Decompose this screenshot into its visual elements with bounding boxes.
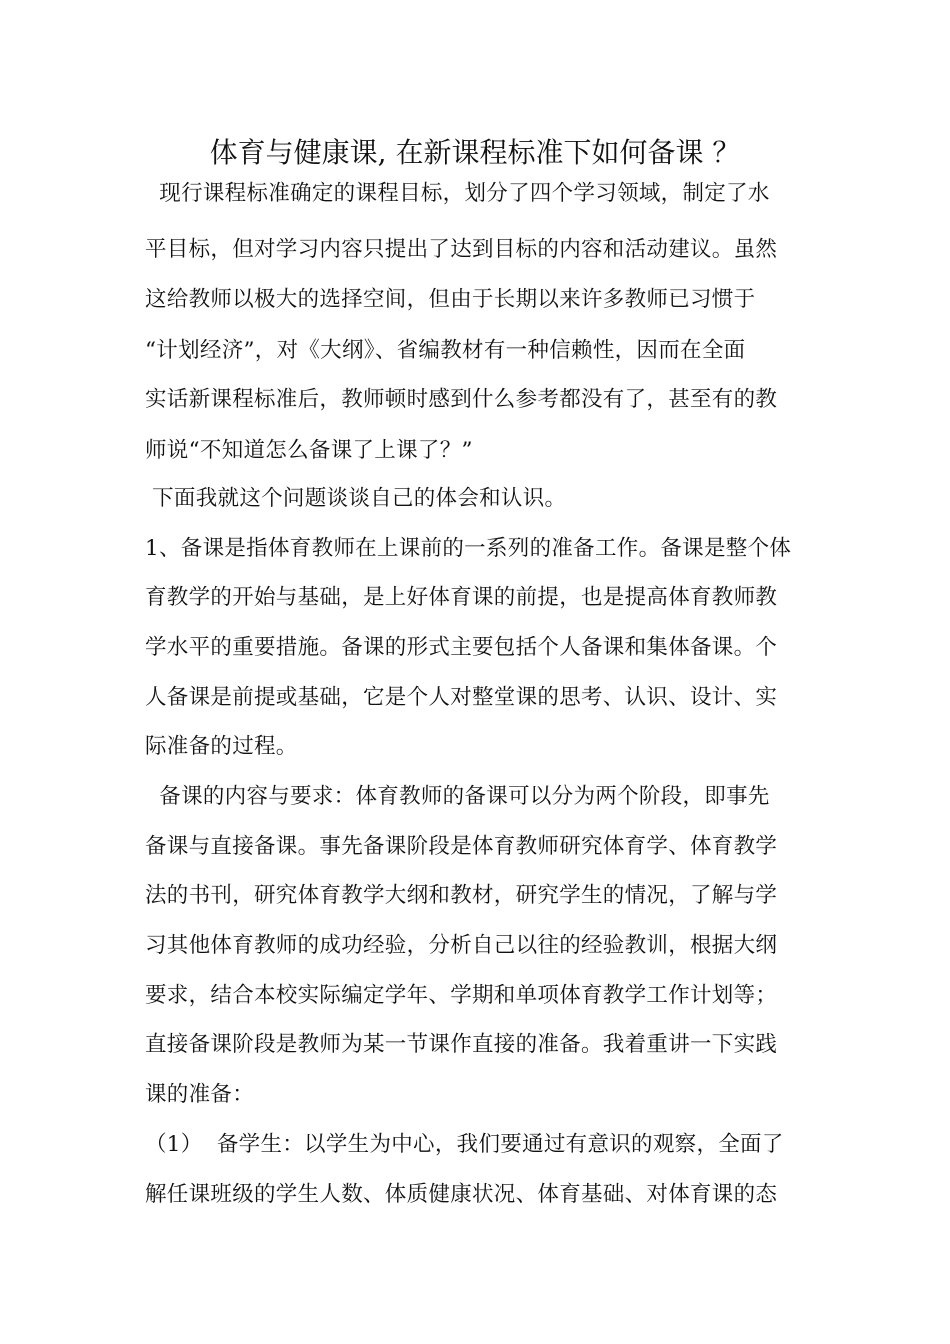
paragraph-line: 要求，结合本校实际编定学年、学期和单项体育教学工作计划等；: [145, 983, 778, 1008]
paragraph-line: 平目标，但对学习内容只提出了达到目标的内容和活动建议。虽然: [145, 237, 778, 262]
paragraph-line: 直接备课阶段是教师为某一节课作直接的准备。我着重讲一下实践: [145, 1032, 778, 1057]
paragraph-line: 人备课是前提或基础，它是个人对整堂课的思考、认识、设计、实: [145, 685, 778, 710]
paragraph-line: 师说“不知道怎么备课了上课了？”: [145, 438, 473, 463]
paragraph-line: 实话新课程标准后，教师顿时感到什么参考都没有了，甚至有的教: [145, 387, 778, 412]
paragraph-line: 现行课程标准确定的课程目标，划分了四个学习领域，制定了水: [145, 181, 770, 206]
paragraph-line: 备课的内容与要求：体育教师的备课可以分为两个阶段，即事先: [145, 784, 770, 809]
paragraph-line: 下面我就这个问题谈谈自己的体会和认识。: [145, 486, 567, 511]
paragraph-line: 习其他体育教师的成功经验，分析自己以往的经验教训，根据大纲: [145, 933, 778, 958]
paragraph-line: 育教学的开始与基础，是上好体育课的前提，也是提高体育教师教: [145, 585, 778, 610]
paragraph-line: 际准备的过程。: [145, 734, 298, 759]
paragraph-line: 法的书刊，研究体育教学大纲和教材，研究学生的情况，了解与学: [145, 883, 778, 908]
paragraph-line: 学水平的重要措施。备课的形式主要包括个人备课和集体备课。个: [145, 635, 778, 660]
paragraph-line: 1、备课是指体育教师在上课前的一系列的准备工作。备课是整个体: [145, 536, 792, 561]
paragraph-line: 这给教师以极大的选择空间，但由于长期以来许多教师已习惯于: [145, 287, 756, 312]
paragraph-line: （1） 备学生：以学生为中心，我们要通过有意识的观察，全面了: [145, 1132, 784, 1157]
paragraph-line: 备课与直接备课。事先备课阶段是体育教师研究体育学、体育教学: [145, 834, 778, 859]
paragraph-line: 课的准备：: [145, 1082, 255, 1107]
paragraph-line: 解任课班级的学生人数、体质健康状况、体育基础、对体育课的态: [145, 1182, 778, 1207]
document-title: 体育与健康课, 在新课程标准下如何备课 ？: [209, 136, 741, 169]
paragraph-line: “计划经济”，对《大纲》、省编教材有一种信赖性，因而在全面: [145, 338, 746, 363]
